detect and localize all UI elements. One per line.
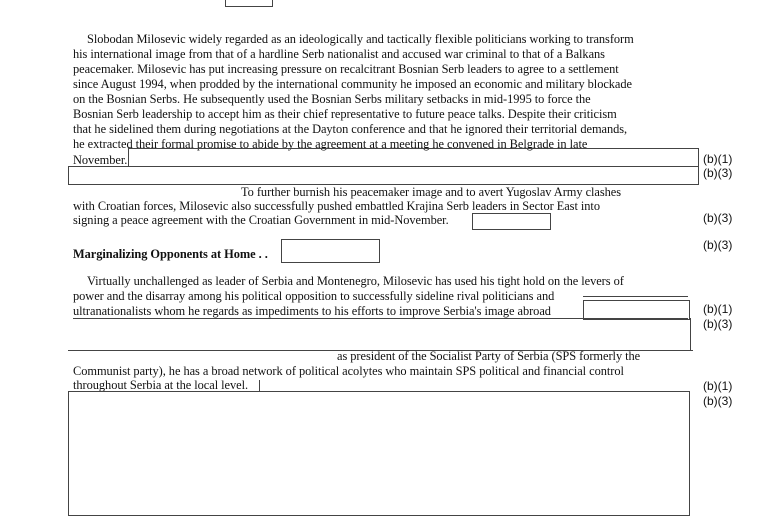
paragraph2-line-1: To further burnish his peacemaker image and to avert Yugoslav Army clashes xyxy=(241,185,621,199)
paragraph1-line-8: he extracted their formal promise to abide by the agreement at a meeting he convened in Belgrade in late xyxy=(73,137,588,151)
paragraph4-line-1: as president of the Socialist Party of Serbia (SPS formerly the xyxy=(337,349,641,363)
paragraph3-line-2: power and the disarray among his political opposition to successfully sideline rival politicians and xyxy=(73,289,555,303)
exemption-code-b3: (b)(3) xyxy=(703,317,733,331)
paragraph1-line-5: on the Bosnian Serbs. He subsequently used the Bosnian Serbs military setbacks in mid-1995 to force the xyxy=(73,92,591,106)
exemption-code-b1: (b)(1) xyxy=(703,152,733,166)
redaction-box-top xyxy=(225,0,273,7)
paragraph2-line-2: with Croatian forces, Milosevic also successfully pushed embattled Krajina Serb leaders in Sector East into xyxy=(73,199,600,213)
paragraph1-line-3: peacemaker. Milosevic has put increasing pressure on recalcitrant Bosnian Serb leaders to agree to a settlement xyxy=(73,62,619,76)
paragraph1-line-6: Bosnian Serb leadership to accept him as their chief representative to future peace talks. Despite their criticism xyxy=(73,107,617,121)
paragraph4-line-3: throughout Serbia at the local level. xyxy=(73,378,249,392)
paragraph4-line-2: Communist party), he has a broad network of political acolytes who maintain SPS political and financial control xyxy=(73,364,624,378)
paragraph3-line-1: Virtually unchallenged as leader of Serbia and Montenegro, Milosevic has used his tight hold on the levers of xyxy=(87,274,624,288)
paragraph1-line-4: since August 1994, when prodded by the international community he imposed an economic and military blockade xyxy=(73,77,632,91)
redaction-edge-line xyxy=(690,318,691,350)
redaction-box-1a xyxy=(128,148,699,167)
redaction-box-1b xyxy=(68,166,699,185)
exemption-code-b1: (b)(1) xyxy=(703,379,733,393)
exemption-code-b1: (b)(1) xyxy=(703,302,733,316)
exemption-code-b3: (b)(3) xyxy=(703,238,733,252)
paragraph1-line-7: that he sidelined them during negotiations at the Dayton conference and that he ignored their territorial demands, xyxy=(73,122,628,136)
redaction-edge-line xyxy=(73,318,688,319)
redaction-box-2 xyxy=(472,213,551,230)
redaction-box-large xyxy=(68,391,690,516)
paragraph1-line-9: November. xyxy=(73,153,128,167)
exemption-code-b3: (b)(3) xyxy=(703,211,733,225)
exemption-code-b3: (b)(3) xyxy=(703,394,733,408)
redaction-box-3a xyxy=(583,300,690,320)
paragraph1-line-2: his international image from that of a hardline Serb nationalist and accused war criminal to that of a Balkans xyxy=(73,47,605,61)
exemption-code-b3: (b)(3) xyxy=(703,166,733,180)
section-heading: Marginalizing Opponents at Home . . xyxy=(73,247,268,261)
redaction-strike-line xyxy=(583,296,688,297)
paragraph2-line-3: signing a peace agreement with the Croatian Government in mid-November. xyxy=(73,213,449,227)
paragraph1-line-1: Slobodan Milosevic widely regarded as an ideologically and tactically flexible politicians working to transform xyxy=(87,32,634,46)
redaction-box-heading xyxy=(281,239,380,263)
paragraph3-line-3: ultranationalists whom he regards as impediments to his efforts to improve Serbia's image abroad xyxy=(73,304,551,318)
